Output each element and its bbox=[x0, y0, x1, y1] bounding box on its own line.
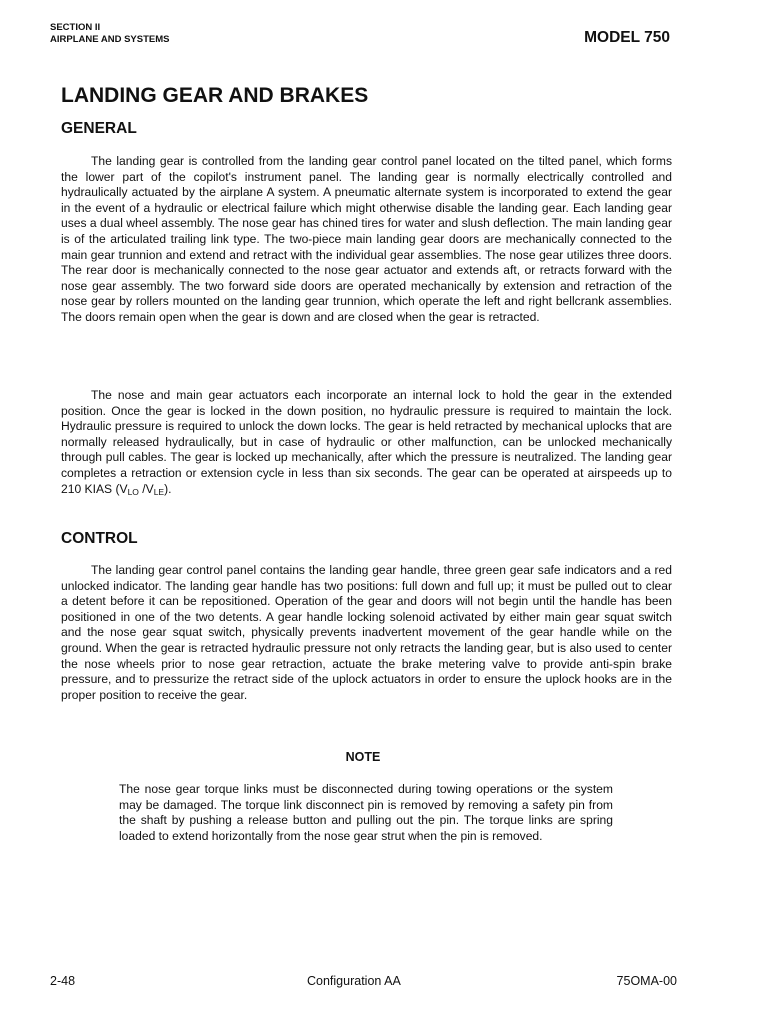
document-number: 75OMA-00 bbox=[616, 974, 677, 988]
page-number: 2-48 bbox=[50, 974, 76, 988]
note-heading: NOTE bbox=[345, 750, 381, 764]
configuration-label: Configuration AA bbox=[307, 974, 401, 988]
section-label: SECTION II bbox=[50, 22, 101, 33]
control-paragraph: The landing gear control panel contains the landing gear handle, three green gear safe indicators and a red unlocked indicator. The landing gear handle has two positions: full down and full up; it must be pulled out to clear a detent before it can be repositioned. Operation of the gear and doors will not begin until the handle has been positioned in one of the two detents. A gear handle locking solenoid activated by either main gear squat switch and the nose gear squat switch, physically prevents inadvertent movement of the gear handle while on the ground. When the gear is retracted hydraulic pressure not only retracts the landing gear, but is also used to center the nose wheels prior to nose gear retraction, actuate the brake metering valve to provide anti-spin brake pressure, and to pressurize the retract side of the uplock actuators in order to ensure the uplock hooks are in the proper position to receive the gear. bbox=[61, 563, 672, 702]
general-paragraph-2 bbox=[61, 388, 672, 497]
note-text: The nose gear torque links must be disconnected during towing operations or the system may be damaged. The torque link disconnect pin is removed by removing a safety pin from the shaft by pushing a release button and pulling out the pin. The torque links are spring loaded to extend horizontally from the nose gear strut when the pin is removed. bbox=[119, 782, 613, 843]
vle-subscript: LE bbox=[153, 486, 165, 497]
general-paragraph-2-mid: /V bbox=[138, 481, 154, 496]
general-paragraph-2-text: The nose and main gear actuators each incorporate an internal lock to hold the gear in the extended position. Once the gear is locked in the down position, no hydraulic pressure is required to maintain the lock. Hydraulic pressure is required to unlock the down locks. The gear is held retracted by mechanical uplocks that are normally released hydraulically, but in case of hydraulic or other malfunction, can be unlocked mechanically through pull cables. The gear is locked up mechanically, after which the pressure is neutralized. The landing gear completes a retraction or extension cycle in less than six seconds. The gear can be operated at airspeeds up to 210 KIAS (V bbox=[61, 388, 672, 496]
section-header bbox=[50, 22, 169, 46]
general-paragraph-2-end: ). bbox=[164, 481, 172, 496]
page-title: LANDING GEAR AND BRAKES bbox=[61, 84, 369, 107]
control-heading: CONTROL bbox=[61, 530, 138, 547]
model-label: MODEL 750 bbox=[584, 29, 670, 46]
general-paragraph-1: The landing gear is controlled from the landing gear control panel located on the tilted panel, which forms the lower part of the copilot's instrument panel. The landing gear is normally electrically controlled and hydraulically actuated by the airplane A system. A pneumatic alternate system is incorporated to extend the gear in the event of a hydraulic or electrical failure which might otherwise disable the landing gear. Each landing gear uses a dual wheel assembly. The nose gear has chined tires for water and slush deflection. The main landing gear is of the articulated trailing link type. The two-piece main landing gear doors are mechanically connected to the main gear trunnion and extend and retract with the individual gear assemblies. The nose gear utilizes three doors. The rear door is mechanically connected to the nose gear actuator and extends aft, or retracts forward with the nose gear assembly. The two forward side doors are operated mechanically by extension and retraction of the nose gear by rollers mounted on the landing gear trunnion, which operate the left and right bellcrank assemblies. The doors remain open when the gear is down and are closed when the gear is retracted. bbox=[61, 154, 672, 324]
vlo-subscript: LO bbox=[127, 486, 139, 497]
general-heading: GENERAL bbox=[61, 120, 137, 137]
section-title: AIRPLANE AND SYSTEMS bbox=[50, 34, 170, 45]
